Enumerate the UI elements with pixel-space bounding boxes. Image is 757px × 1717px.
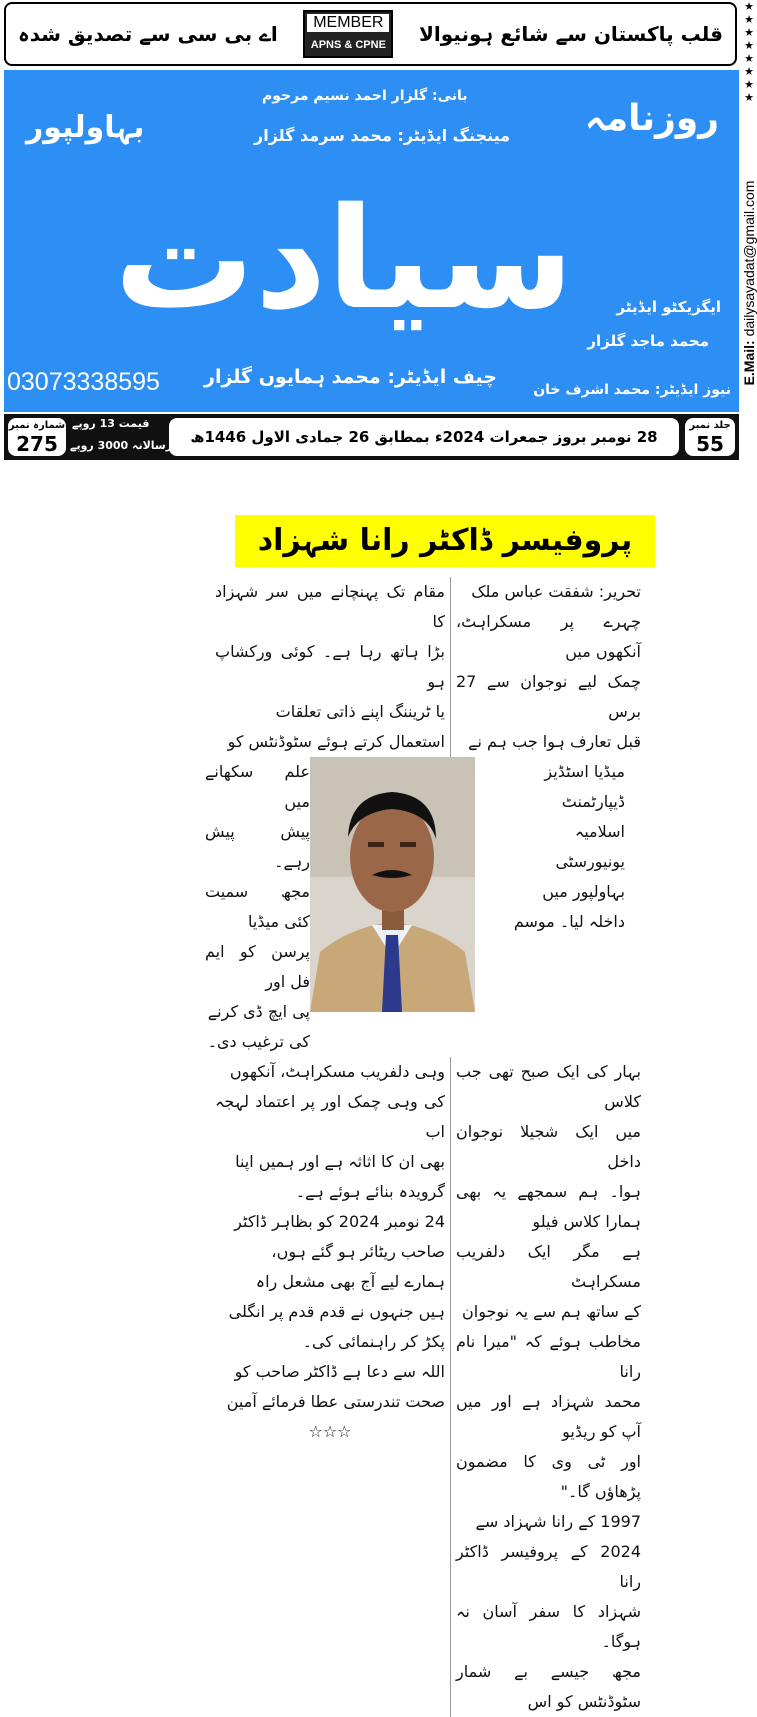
author-photo <box>310 757 475 1012</box>
text-line: مخاطب ہوئے کہ "میرا نام رانا <box>456 1332 641 1381</box>
text-line: محمد شہزاد ہے اور میں آپ کو ریڈیو <box>456 1392 641 1441</box>
text-line: اللہ سے دعا ہے ڈاکٹر صاحب کو <box>234 1362 445 1381</box>
article-section-bottom <box>195 1057 665 1717</box>
article-column-left <box>195 577 445 757</box>
text-line: یونیورسٹی <box>555 852 625 871</box>
managing-editor-text: مینجنگ ایڈیٹر: محمد سرمد گلزار <box>254 126 511 145</box>
roznama-label: روزنامہ <box>584 98 719 139</box>
article-column-right <box>456 577 641 757</box>
text-line: پیش پیش رہے۔ <box>205 822 310 871</box>
tagline-text: قلب پاکستان سے شائع ہونیوالا <box>419 22 723 46</box>
text-line: ☆☆☆ <box>308 1422 352 1441</box>
founder-text: بانی: گلزار احمد نسیم مرحوم <box>262 88 468 104</box>
text-line: اسلامیہ <box>574 822 625 841</box>
email-label: E.Mail: <box>741 340 757 386</box>
text-line: بھی ان کا اثاثہ ہے اور ہمیں اپنا <box>235 1152 445 1171</box>
date-bar <box>4 414 739 460</box>
text-line: مجھ جیسے بے شمار سٹوڈنٹس کو اس <box>456 1662 641 1711</box>
text-line: اور ٹی وی کا مضمون پڑھاؤں گا۔" <box>456 1452 641 1501</box>
issue-number: 275 <box>16 432 58 456</box>
text-line: ہمارے لیے آج بھی مشعل راہ <box>255 1272 445 1291</box>
apns-member-badge <box>303 10 393 58</box>
text-line: صحت تندرستی عطا فرمائے آمین <box>226 1392 445 1411</box>
member-label: MEMBER <box>307 14 389 32</box>
text-line: ہے مگر ایک دلفریب مسکراہٹ <box>456 1242 641 1291</box>
text-line: استعمال کرتے ہوئے سٹوڈنٹس کو <box>227 732 445 751</box>
masthead <box>4 70 739 412</box>
stars-strip: ★★★★★★★★ <box>744 0 754 104</box>
volume-label: جلد نمبر <box>689 420 731 431</box>
article-section-top <box>195 577 665 757</box>
text-line: صاحب ریٹائر ہو گئے ہوں، <box>271 1242 445 1261</box>
price-text: قیمت 13 روپے <box>72 417 150 430</box>
text-line: شہزاد کا سفر آسان نہ ہوگا۔ <box>456 1602 641 1651</box>
text-line: قبل تعارف ہوا جب ہم نے <box>468 732 641 751</box>
apns-label: APNS & CPNE <box>310 39 386 51</box>
text-line: ہوا۔ ہم سمجھے یہ بھی ہمارا کلاس فیلو <box>456 1182 641 1231</box>
text-line: ہیں جنہوں نے قدم قدم پر انگلی <box>228 1302 445 1321</box>
article-column-right <box>456 1057 641 1717</box>
newspaper-logo: سیادت <box>114 178 574 341</box>
column-divider <box>450 577 451 757</box>
text-line: پرسن کو ایم فل اور <box>205 942 310 991</box>
text-line: کی ترغیب دی۔ <box>207 1032 310 1051</box>
executive-editor-name: محمد ماجد گلزار <box>587 332 709 350</box>
annual-subscription: زرسالانہ 3000 روپے <box>70 439 179 452</box>
text-line: تحریر: شفقت عباس ملک <box>471 582 641 601</box>
text-line: پکڑ کر راہنمائی کی۔ <box>302 1332 445 1351</box>
abc-verified-text: اے بی سی سے تصدیق شدہ <box>18 22 278 46</box>
article <box>195 505 665 1717</box>
text-line: داخلہ لیا۔ موسم <box>513 912 625 931</box>
volume-number: 55 <box>696 432 724 456</box>
text-line: یا ٹریننگ اپنے ذاتی تعلقات <box>275 702 445 721</box>
issue-date: 28 نومبر بروز جمعرات 2024ء بمطابق 26 جمادی الاول 1446ھ <box>169 418 679 456</box>
column-divider <box>450 1057 451 1717</box>
issue-label: شمارہ نمبر <box>8 420 66 431</box>
text-line: بہاولپور میں <box>542 882 625 901</box>
text-line: مجھ سمیت کئی میڈیا <box>205 882 310 931</box>
chief-editor-text: چیف ایڈیٹر: محمد ہمایوں گلزار <box>204 366 497 388</box>
text-line: علم سکھانے میں <box>205 762 310 811</box>
issue-box <box>8 418 66 456</box>
phone-number: 03073338595 <box>7 368 160 396</box>
text-line: مقام تک پہنچانے میں سر شہزاد کا <box>215 582 445 631</box>
text-line: میں ایک شجیلا نوجوان داخل <box>456 1122 641 1171</box>
text-line: وہی دلفریب مسکراہٹ، آنکھوں <box>229 1062 445 1081</box>
executive-editor-label: ایگزیکٹو ایڈیٹر <box>616 298 721 316</box>
text-line: ڈیپارٹمنٹ <box>561 792 625 811</box>
text-line: میڈیا اسٹڈیز <box>544 762 625 781</box>
email-address: dailysayadat@gmail.com <box>741 180 757 337</box>
article-headline: پروفیسر ڈاکٹر رانا شہزاد <box>235 515 655 567</box>
text-line: 2024 کے پروفیسر ڈاکٹر رانا <box>456 1542 641 1591</box>
text-line: 24 نومبر 2024 کو بظاہر ڈاکٹر <box>234 1212 445 1231</box>
text-line: گرویدہ بنائے ہوئے ہے۔ <box>295 1182 445 1201</box>
text-line: پی ایچ ڈی کرنے <box>207 1002 310 1021</box>
top-banner <box>4 2 737 66</box>
volume-box <box>685 418 735 456</box>
news-editor-text: نیوز ایڈیٹر: محمد اشرف خان <box>533 382 731 398</box>
text-line: چہرے پر مسکراہٹ، آنکھوں میں <box>456 612 641 661</box>
text-line: کی وہی چمک اور پر اعتماد لہجہ اب <box>215 1092 445 1141</box>
article-column-left-short <box>195 757 310 1057</box>
article-column-left <box>195 1057 445 1717</box>
text-line: بہار کی ایک صبح تھی جب کلاس <box>456 1062 641 1111</box>
email-strip <box>741 108 757 458</box>
article-section-photo <box>195 757 665 1057</box>
text-line: بڑا ہاتھ رہا ہے۔ کوئی ورکشاپ ہو <box>215 642 445 691</box>
city-label: بہاولپور <box>26 110 145 145</box>
text-line: چمک لیے نوجوان سے 27 برس <box>456 672 641 721</box>
text-line: کے ساتھ ہم سے یہ نوجوان <box>462 1302 641 1321</box>
article-column-right-short <box>475 757 625 1057</box>
text-line: 1997 کے رانا شہزاد سے <box>475 1512 641 1531</box>
